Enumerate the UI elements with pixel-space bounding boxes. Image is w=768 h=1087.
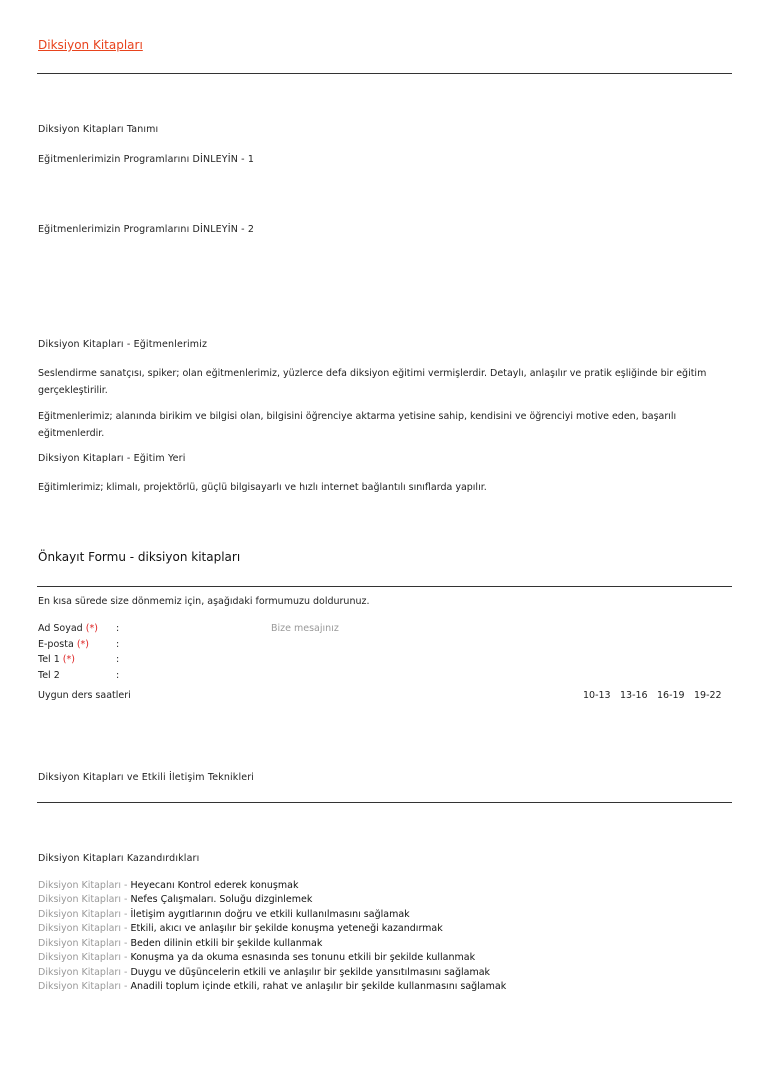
field-label: E-posta [38,639,74,650]
program-2-heading: Eğitmenlerimizin Programlarını DİNLEYİN - 2 [38,224,255,235]
field-colon: : [116,654,120,665]
benefit-item [38,894,312,905]
divider [37,802,732,803]
hours-option[interactable]: 19-22 [694,690,722,701]
message-textarea[interactable]: Bize mesajınız [271,623,339,634]
benefit-item [38,909,410,920]
benefit-item [38,981,506,992]
hours-option[interactable]: 16-19 [657,690,685,701]
iletisim-heading: Diksiyon Kitapları ve Etkili İletişim Teknikleri [38,772,255,783]
divider [37,73,732,74]
benefit-text: Nefes Çalışmaları. Soluğu dizginlemek [130,894,313,905]
benefit-text: Heyecanı Kontrol ederek konuşmak [130,880,299,891]
field-colon: : [116,639,120,650]
benefit-prefix: Diksiyon Kitapları - [38,880,128,891]
benefit-text: Anadili toplum içinde etkili, rahat ve anlaşılır bir şekilde kullanmasını sağlamak [130,981,507,992]
form-title: Önkayıt Formu - diksiyon kitapları [38,550,241,564]
page-title-link[interactable]: Diksiyon Kitapları [38,38,143,52]
required-mark: (*) [85,623,98,634]
hours-label: Uygun ders saatleri [38,690,131,701]
hours-option[interactable]: 10-13 [583,690,611,701]
benefit-prefix: Diksiyon Kitapları - [38,909,128,920]
benefit-text: Konuşma ya da okuma esnasında ses tonunu etkili bir şekilde kullanmak [130,952,476,963]
divider [37,586,732,587]
egitim-yeri-heading: Diksiyon Kitapları - Eğitim Yeri [38,453,186,464]
program-1-heading: Eğitmenlerimizin Programlarını DİNLEYİN - 1 [38,154,255,165]
egitmenler-paragraph-2: Eğitmenlerimiz; alanında birikim ve bilgisi olan, bilgisini öğrenciye aktarma yetisine sahip, kendisini ve öğrenciyi motive eden, başarılı eğitmenlerdir. [38,411,677,439]
field-colon: : [116,623,120,634]
egitim-yeri-paragraph: Eğitimlerimiz; klimalı, projektörlü, güçlü bilgisayarlı ve hızlı internet bağlantılı sınıflarda yapılır. [38,482,487,493]
form-field-e-posta[interactable] [38,639,120,650]
field-colon: : [116,670,120,681]
benefit-text: Beden dilinin etkili bir şekilde kullanmak [130,938,323,949]
benefit-prefix: Diksiyon Kitapları - [38,981,128,992]
required-mark: (*) [62,654,75,665]
benefit-prefix: Diksiyon Kitapları - [38,938,128,949]
benefit-item [38,967,490,978]
benefit-item [38,923,443,934]
benefit-prefix: Diksiyon Kitapları - [38,952,128,963]
benefit-item [38,880,298,891]
field-label: Tel 1 [38,654,60,665]
benefit-item [38,938,322,949]
form-field-tel-1[interactable] [38,654,120,665]
benefit-text: İletişim aygıtlarının doğru ve etkili kullanılmasını sağlamak [130,909,410,920]
form-intro: En kısa sürede size dönmemiz için, aşağıdaki formumuzu doldurunuz. [38,596,370,607]
egitmenler-paragraph-1: Seslendirme sanatçısı, spiker; olan eğitmenlerimiz, yüzlerce defa diksiyon eğitimi vermişlerdir. Detaylı, anlaşılır ve pratik eşliğinde bir eğitim gerçekleştirilir. [38,368,707,396]
benefit-text: Etkili, akıcı ve anlaşılır bir şekilde konuşma yeteneği kazandırmak [130,923,443,934]
benefit-prefix: Diksiyon Kitapları - [38,894,128,905]
benefit-item [38,952,475,963]
benefit-prefix: Diksiyon Kitapları - [38,923,128,934]
tanim-heading: Diksiyon Kitapları Tanımı [38,124,159,135]
hours-option[interactable]: 13-16 [620,690,648,701]
form-field-tel-2[interactable] [38,670,120,681]
benefit-prefix: Diksiyon Kitapları - [38,967,128,978]
required-mark: (*) [76,639,89,650]
form-field-ad-soyad[interactable] [38,623,120,634]
egitmenler-heading: Diksiyon Kitapları - Eğitmenlerimiz [38,339,208,350]
benefit-text: Duygu ve düşüncelerin etkili ve anlaşılır bir şekilde yansıtılmasını sağlamak [130,967,491,978]
kazandirdiklari-heading: Diksiyon Kitapları Kazandırdıkları [38,853,200,864]
field-label: Ad Soyad [38,623,83,634]
field-label: Tel 2 [38,670,60,681]
